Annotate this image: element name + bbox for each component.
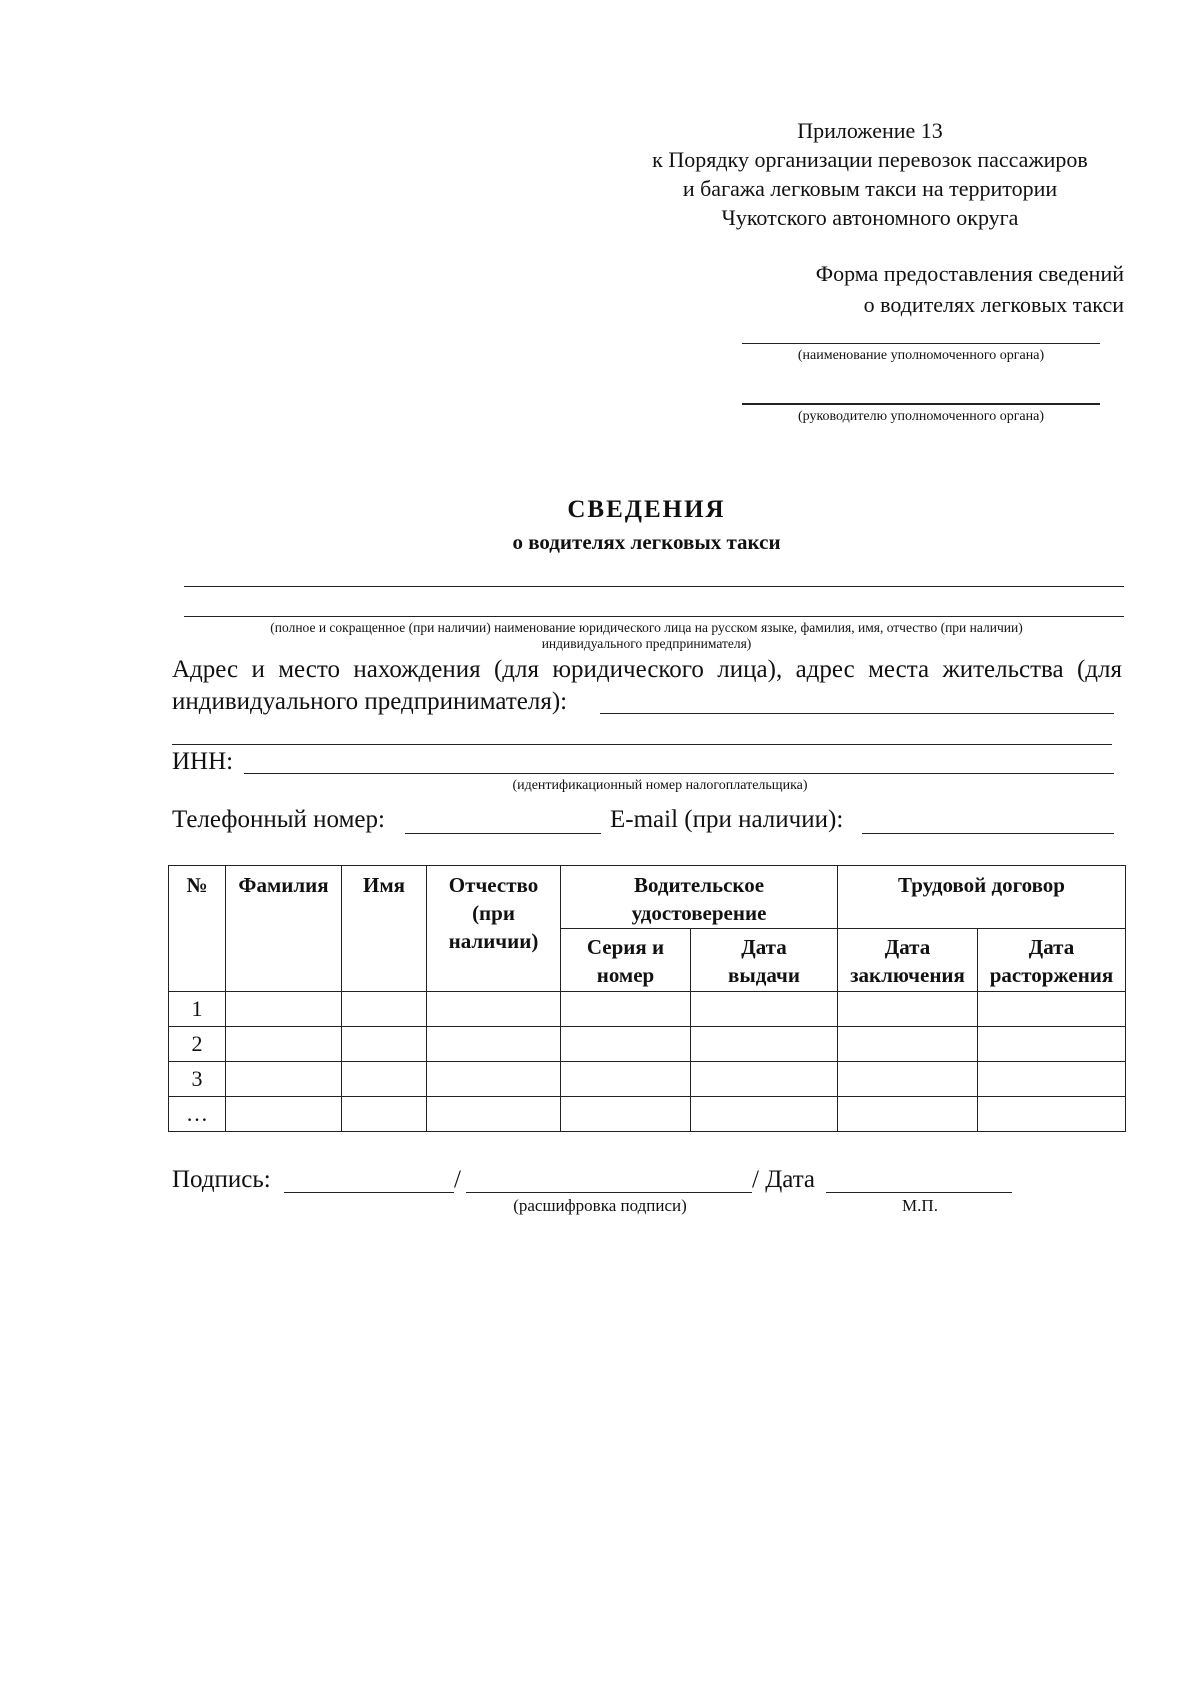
form-name-line-2: о водителях легковых такси [863,292,1124,317]
head-caption: (руководителю уполномоченного органа) [797,409,1045,424]
col-contract-start-header: Дата заключения [838,929,978,992]
row-number: … [169,1097,226,1132]
authority-head-line[interactable] [742,403,1100,405]
appendix-block [600,116,1140,232]
phone-label: Телефонный номер: [172,806,385,833]
form-name-block [700,258,1124,320]
cell-contract-end[interactable] [978,1027,1126,1062]
cell-license-date[interactable] [691,1097,838,1132]
address-field-line-2[interactable] [172,744,1112,745]
cell-name[interactable] [342,1027,427,1062]
authority-name-line[interactable] [742,343,1100,344]
cell-surname[interactable] [226,1062,342,1097]
phone-field-line[interactable] [405,833,601,834]
address-label-line-1: Адрес и место нахождения (для юридического лица), адрес места жительства (для [172,656,1122,683]
appendix-line-4: Чукотского автономного округа [721,205,1019,230]
cell-license-date[interactable] [691,992,838,1027]
inn-field-line[interactable] [244,773,1114,774]
signature-label: Подпись: [172,1166,271,1193]
col-license-series-header: Серия и номер [561,929,691,992]
inn-caption: (идентификационный номер налогоплательщика) [512,778,808,793]
cell-contract-end[interactable] [978,992,1126,1027]
appendix-line-1: Приложение 13 [797,118,943,143]
cell-name[interactable] [342,1062,427,1097]
org-name-line-2[interactable] [184,616,1124,617]
col-patronymic-header: Отчество (при наличии) [427,866,561,992]
cell-surname[interactable] [226,1097,342,1132]
col-name-header: Имя [342,866,427,992]
cell-patronymic[interactable] [427,992,561,1027]
col-contract-end-header: Дата расторжения [978,929,1126,992]
row-number: 1 [169,992,226,1027]
stamp-label: М.П. [902,1196,938,1215]
cell-license-series[interactable] [561,1027,691,1062]
col-contract-header: Трудовой договор [838,866,1126,929]
row-number: 3 [169,1062,226,1097]
cell-patronymic[interactable] [427,1062,561,1097]
cell-patronymic[interactable] [427,1027,561,1062]
org-name-line-1[interactable] [184,586,1124,587]
row-number: 2 [169,1027,226,1062]
cell-license-series[interactable] [561,1062,691,1097]
signature-field-line[interactable] [284,1192,454,1193]
table-row [169,1097,1126,1132]
cell-contract-start[interactable] [838,1097,978,1132]
authority-caption: (наименование уполномоченного органа) [797,348,1045,363]
col-license-date-header: Дата выдачи [691,929,838,992]
table-row [169,1027,1126,1062]
table-row [169,1062,1126,1097]
cell-license-series[interactable] [561,1097,691,1132]
cell-contract-end[interactable] [978,1097,1126,1132]
inn-label: ИНН: [172,748,234,775]
cell-patronymic[interactable] [427,1097,561,1132]
form-name-line-1: Форма предоставления сведений [815,261,1124,286]
cell-contract-end[interactable] [978,1062,1126,1097]
signature-decode-caption: (расшифровка подписи) [513,1196,687,1215]
cell-contract-start[interactable] [838,1062,978,1097]
cell-license-date[interactable] [691,1027,838,1062]
cell-license-date[interactable] [691,1062,838,1097]
cell-contract-start[interactable] [838,992,978,1027]
address-label-line-2: индивидуального предпринимателя): [172,688,568,715]
org-caption-line-1: (полное и сокращенное (при наличии) наименование юридического лица на русском языке, фамилия, имя, отчество (при наличии) [270,620,1023,635]
signature-decode-line[interactable] [466,1192,752,1193]
date-field-line[interactable] [826,1192,1012,1193]
address-field-line[interactable] [600,713,1114,714]
org-caption [168,620,1125,652]
email-field-line[interactable] [862,833,1114,834]
col-surname-header: Фамилия [226,866,342,992]
col-license-header: Водительское удостоверение [561,866,838,929]
col-number-header: № [169,866,226,992]
cell-name[interactable] [342,1097,427,1132]
document-subtitle: о водителях легковых такси [512,530,781,554]
appendix-line-3: и багажа легковым такси на территории [682,176,1058,201]
org-caption-line-2: индивидуального предпринимателя) [541,636,752,651]
signature-slash: / [454,1166,461,1193]
table-row [169,992,1126,1027]
drivers-table [168,865,1126,1132]
date-label: / Дата [752,1166,816,1193]
cell-contract-start[interactable] [838,1027,978,1062]
cell-surname[interactable] [226,1027,342,1062]
email-label: E-mail (при наличии): [610,806,844,833]
cell-name[interactable] [342,992,427,1027]
document-title: СВЕДЕНИЯ [567,496,726,523]
cell-surname[interactable] [226,992,342,1027]
cell-license-series[interactable] [561,992,691,1027]
appendix-line-2: к Порядку организации перевозок пассажиров [652,147,1088,172]
